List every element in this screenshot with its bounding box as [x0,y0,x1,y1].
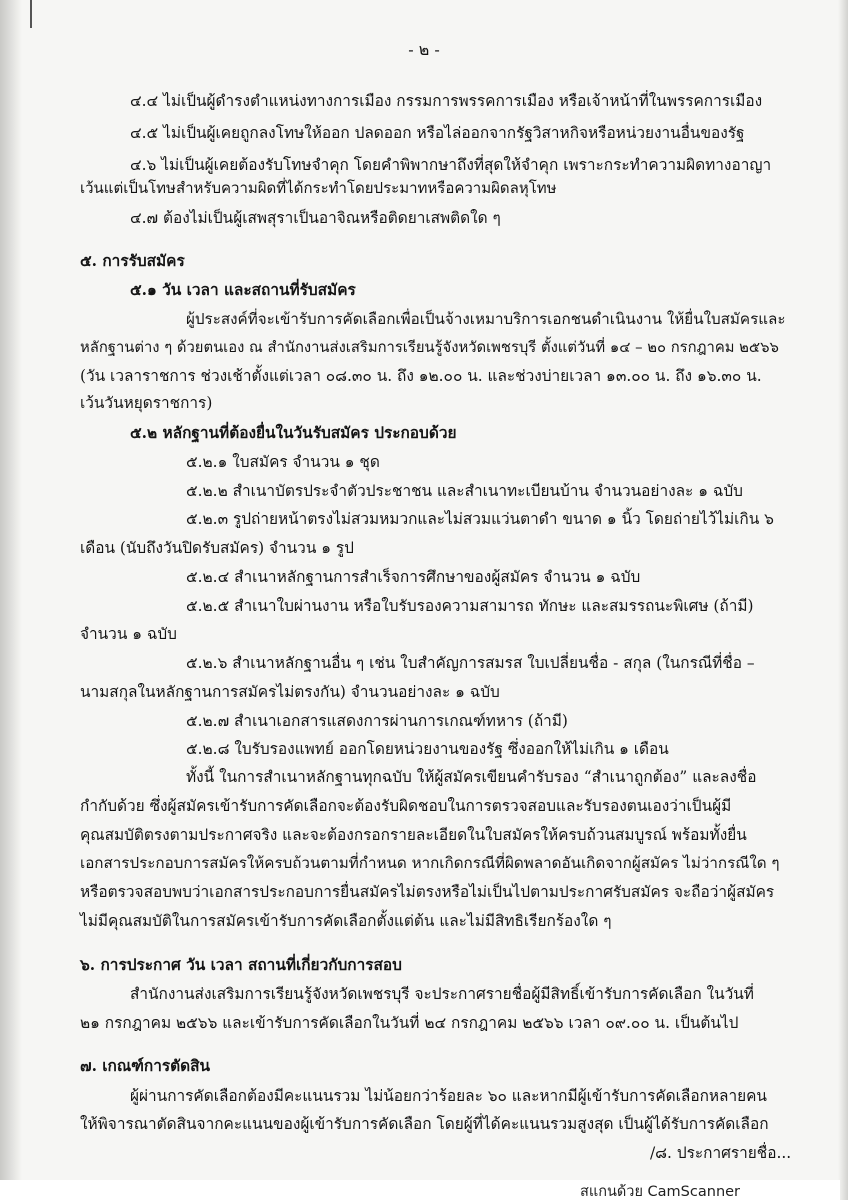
text-note-para-2: กำกับด้วย ซึ่งผู้สมัครเข้ารับการคัดเลือกจะต้องรับผิดชอบในการตรวจสอบและรับรองตนเองว่าเป็นผู้มี [80,797,732,815]
text-6-para-2: ๒๑ กรกฎาคม ๒๕๖๖ และเข้ารับการคัดเลือกในวันที่ ๒๔ กรกฎาคม ๒๕๖๖ เวลา ๐๙.๐๐ น. เป็นต้นไป [80,1014,739,1032]
heading-5-2-documents: ๕.๒ หลักฐานที่ต้องยื่นในวันรับสมัคร ประกอบด้วย [130,424,457,442]
text-5-2-3: ๕.๒.๓ รูปถ่ายหน้าตรงไม่สวมหมวกและไม่สวมแว่นตาดำ ขนาด ๑ นิ้ว โดยถ่ายไว้ไม่เกิน ๖ [186,510,774,528]
text-5-1-para-2: หลักฐานต่าง ๆ ด้วยตนเอง ณ สำนักงานส่งเสริมการเรียนรู้จังหวัดเพชรบุรี ตั้งแต่วันที่ ๑๔ – ๒๐ กรกฎาคม ๒๕๖๖ [80,339,779,356]
text-note-para-6: ไม่มีคุณสมบัติในการสมัครเข้ารับการคัดเลือกตั้งแต่ต้น และไม่มีสิทธิเรียกร้องใด ๆ [80,912,612,930]
text-5-2-6-cont: นามสกุลในหลักฐานการสมัครไม่ตรงกัน) จำนวนอย่างละ ๑ ฉบับ [80,683,500,701]
text-7-para-2: ให้พิจารณาตัดสินจากคะแนนของผู้เข้ารับการคัดเลือก โดยผู้ที่ได้คะแนนรวมสูงสุด เป็นผู้ได้รับการคัดเลือก [80,1115,769,1133]
text-5-2-8: ๕.๒.๘ ใบรับรองแพทย์ ออกโดยหน่วยงานของรัฐ ซึ่งออกให้ไม่เกิน ๑ เดือน [186,740,669,758]
text-line-4-5: ๔.๕ ไม่เป็นผู้เคยถูกลงโทษให้ออก ปลดออก หรือไล่ออกจากรัฐวิสาหกิจหรือหน่วยงานอื่นของรัฐ [130,124,745,142]
text-line-4-7: ๔.๗ ต้องไม่เป็นผู้เสพสุราเป็นอาจิณหรือติดยาเสพติดใด ๆ [130,209,501,227]
text-5-2-2: ๕.๒.๒ สำเนาบัตรประจำตัวประชาชน และสำเนาทะเบียนบ้าน จำนวนอย่างละ ๑ ฉบับ [186,482,743,500]
text-note-para-4: เอกสารประกอบการสมัครให้ครบถ้วนตามที่กำหนด หากเกิดกรณีที่ผิดพลาดอันเกิดจากผู้สมัคร ไม่ว่ากรณีใด ๆ [80,854,780,872]
text-5-2-7: ๕.๒.๗ สำเนาเอกสารแสดงการผ่านการเกณฑ์ทหาร (ถ้ามี) [186,712,568,730]
page-right-edge-shadow [838,0,848,1200]
text-note-para-5: หรือตรวจสอบพบว่าเอกสารประกอบการยื่นสมัครไม่ตรงหรือไม่เป็นไปตามประกาศรับสมัคร จะถือว่าผู้สมัคร [80,883,775,901]
text-5-1-para-3: (วัน เวลาราชการ ช่วงเช้าตั้งแต่เวลา ๐๘.๓๐ น. ถึง ๑๒.๐๐ น. และช่วงบ่ายเวลา ๑๓.๐๐ น. ถึง ๑๖.๓๐ น. [80,367,762,385]
text-5-2-5: ๕.๒.๕ สำเนาใบผ่านงาน หรือใบรับรองความสามารถ ทักษะ และสมรรถนะพิเศษ (ถ้ามี) [186,597,754,615]
scan-fold-mark [30,0,32,28]
text-5-2-6: ๕.๒.๖ สำเนาหลักฐานอื่น ๆ เช่น ใบสำคัญการสมรส ใบเปลี่ยนชื่อ - สกุล (ในกรณีที่ชื่อ – [186,654,755,672]
text-line-4-4: ๔.๔ ไม่เป็นผู้ดำรงตำแหน่งทางการเมือง กรรมการพรรคการเมือง หรือเจ้าหน้าที่ในพรรคการเมือง [130,92,763,110]
heading-6-announcement: ๖. การประกาศ วัน เวลา สถานที่เกี่ยวกับการสอบ [80,956,402,974]
scanner-watermark: สแกนด้วย CamScanner [580,1184,741,1200]
text-5-2-4: ๕.๒.๔ สำเนาหลักฐานการสำเร็จการศึกษาของผู้สมัคร จำนวน ๑ ฉบับ [186,568,641,586]
text-6-para-1: สำนักงานส่งเสริมการเรียนรู้จังหวัดเพชรบุรี จะประกาศรายชื่อผู้มีสิทธิ์เข้ารับการคัดเลือก ในวันที่ [130,985,754,1003]
text-note-para-1: ทั้งนี้ ในการสำเนาหลักฐานทุกฉบับ ให้ผู้สมัครเขียนคำรับรอง “สำเนาถูกต้อง” และลงชื่อ [186,768,757,786]
text-5-2-1: ๕.๒.๑ ใบสมัคร จำนวน ๑ ชุด [186,453,380,471]
heading-5-application: ๕. การรับสมัคร [80,252,185,270]
page-number: - ๒ - [408,40,440,59]
text-5-2-5-cont: จำนวน ๑ ฉบับ [80,625,177,643]
text-5-1-para-4: เว้นวันหยุดราชการ) [80,394,213,412]
heading-5-1-schedule: ๕.๑ วัน เวลา และสถานที่รับสมัคร [130,281,356,299]
text-line-4-6: ๔.๖ ไม่เป็นผู้เคยต้องรับโทษจำคุก โดยคำพิพากษาถึงที่สุดให้จำคุก เพราะกระทำความผิดทางอาญา [130,156,772,174]
text-line-4-6-cont: เว้นแต่เป็นโทษสำหรับความผิดที่ได้กระทำโดยประมาทหรือความผิดลหุโทษ [80,179,557,197]
continuation-marker: /๘. ประกาศรายชื่อ... [650,1144,792,1162]
text-5-2-3-cont: เดือน (นับถึงวันปิดรับสมัคร) จำนวน ๑ รูป [80,539,354,557]
text-note-para-3: คุณสมบัติตรงตามประกาศจริง และจะต้องกรอกรายละเอียดในใบสมัครให้ครบถ้วนสมบูรณ์ พร้อมทั้งยื่น [80,826,747,844]
page-left-edge-shadow [0,0,22,1200]
scanner-watermark-bar [0,1180,840,1200]
text-5-1-para-1: ผู้ประสงค์ที่จะเข้ารับการคัดเลือกเพื่อเป็นจ้างเหมาบริการเอกชนดำเนินงาน ให้ยื่นใบสมัครและ [186,310,786,328]
text-7-para-1: ผู้ผ่านการคัดเลือกต้องมีคะแนนรวม ไม่น้อยกว่าร้อยละ ๖๐ และหากมีผู้เข้ารับการคัดเลือกหลายคน [130,1087,767,1105]
heading-7-criteria: ๗. เกณฑ์การตัดสิน [80,1057,211,1075]
